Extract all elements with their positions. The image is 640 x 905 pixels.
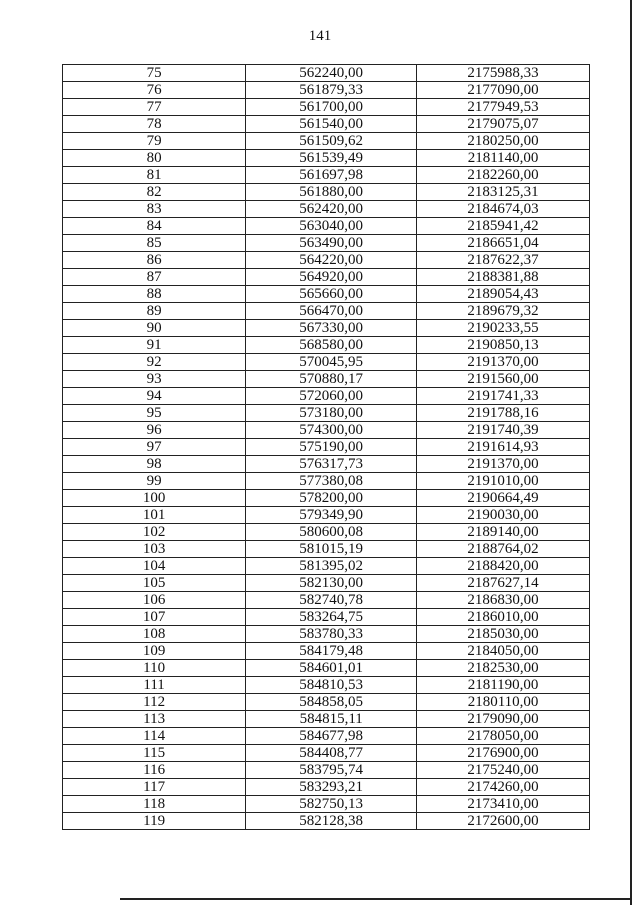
- table-row: [63, 337, 590, 354]
- x-coordinate-cell: 570045,95: [246, 354, 417, 371]
- x-coordinate-cell: 567330,00: [246, 320, 417, 337]
- table-row: [63, 677, 590, 694]
- point-number-cell: 110: [63, 660, 246, 677]
- x-coordinate-cell: 582740,78: [246, 592, 417, 609]
- table-row: [63, 711, 590, 728]
- point-number-cell: 104: [63, 558, 246, 575]
- point-number-cell: 83: [63, 201, 246, 218]
- y-coordinate-cell: 2184674,03: [417, 201, 590, 218]
- table-row: [63, 269, 590, 286]
- table-row: [63, 541, 590, 558]
- point-number-cell: 79: [63, 133, 246, 150]
- y-coordinate-cell: 2189054,43: [417, 286, 590, 303]
- table-row: [63, 592, 590, 609]
- y-coordinate-cell: 2183125,31: [417, 184, 590, 201]
- table-row: [63, 116, 590, 133]
- table-row: [63, 167, 590, 184]
- y-coordinate-cell: 2186010,00: [417, 609, 590, 626]
- point-number-cell: 114: [63, 728, 246, 745]
- point-number-cell: 96: [63, 422, 246, 439]
- x-coordinate-cell: 568580,00: [246, 337, 417, 354]
- table-row: [63, 235, 590, 252]
- x-coordinate-cell: 584677,98: [246, 728, 417, 745]
- y-coordinate-cell: 2190030,00: [417, 507, 590, 524]
- table-row: [63, 575, 590, 592]
- point-number-cell: 98: [63, 456, 246, 473]
- table-row: [63, 813, 590, 830]
- table-row: [63, 320, 590, 337]
- table-row: [63, 303, 590, 320]
- scan-edge-bottom: [120, 898, 632, 900]
- scan-edge-right: [630, 0, 632, 905]
- y-coordinate-cell: 2181190,00: [417, 677, 590, 694]
- table-row: [63, 694, 590, 711]
- x-coordinate-cell: 561697,98: [246, 167, 417, 184]
- point-number-cell: 89: [63, 303, 246, 320]
- y-coordinate-cell: 2188420,00: [417, 558, 590, 575]
- y-coordinate-cell: 2180110,00: [417, 694, 590, 711]
- table-row: [63, 252, 590, 269]
- y-coordinate-cell: 2191370,00: [417, 354, 590, 371]
- x-coordinate-cell: 561509,62: [246, 133, 417, 150]
- table-row: [63, 82, 590, 99]
- point-number-cell: 76: [63, 82, 246, 99]
- y-coordinate-cell: 2181140,00: [417, 150, 590, 167]
- point-number-cell: 113: [63, 711, 246, 728]
- y-coordinate-cell: 2177090,00: [417, 82, 590, 99]
- y-coordinate-cell: 2191741,33: [417, 388, 590, 405]
- x-coordinate-cell: 583293,21: [246, 779, 417, 796]
- y-coordinate-cell: 2190664,49: [417, 490, 590, 507]
- table-row: [63, 99, 590, 116]
- table-row: [63, 201, 590, 218]
- point-number-cell: 85: [63, 235, 246, 252]
- x-coordinate-cell: 565660,00: [246, 286, 417, 303]
- y-coordinate-cell: 2190233,55: [417, 320, 590, 337]
- x-coordinate-cell: 561880,00: [246, 184, 417, 201]
- point-number-cell: 97: [63, 439, 246, 456]
- point-number-cell: 78: [63, 116, 246, 133]
- point-number-cell: 81: [63, 167, 246, 184]
- table-row: [63, 558, 590, 575]
- y-coordinate-cell: 2179075,07: [417, 116, 590, 133]
- table-row: [63, 456, 590, 473]
- y-coordinate-cell: 2175988,33: [417, 65, 590, 82]
- y-coordinate-cell: 2187622,37: [417, 252, 590, 269]
- table-row: [63, 473, 590, 490]
- y-coordinate-cell: 2185941,42: [417, 218, 590, 235]
- x-coordinate-cell: 584601,01: [246, 660, 417, 677]
- y-coordinate-cell: 2188764,02: [417, 541, 590, 558]
- y-coordinate-cell: 2190850,13: [417, 337, 590, 354]
- y-coordinate-cell: 2184050,00: [417, 643, 590, 660]
- table-row: [63, 626, 590, 643]
- table-row: [63, 286, 590, 303]
- table-row: [63, 762, 590, 779]
- point-number-cell: 77: [63, 99, 246, 116]
- x-coordinate-cell: 578200,00: [246, 490, 417, 507]
- x-coordinate-cell: 583795,74: [246, 762, 417, 779]
- point-number-cell: 95: [63, 405, 246, 422]
- table-row: [63, 490, 590, 507]
- point-number-cell: 92: [63, 354, 246, 371]
- x-coordinate-cell: 564220,00: [246, 252, 417, 269]
- point-number-cell: 116: [63, 762, 246, 779]
- table-row: [63, 796, 590, 813]
- y-coordinate-cell: 2179090,00: [417, 711, 590, 728]
- x-coordinate-cell: 582130,00: [246, 575, 417, 592]
- y-coordinate-cell: 2186830,00: [417, 592, 590, 609]
- table-row: [63, 218, 590, 235]
- point-number-cell: 118: [63, 796, 246, 813]
- x-coordinate-cell: 584810,53: [246, 677, 417, 694]
- table-row: [63, 388, 590, 405]
- table-row: [63, 524, 590, 541]
- y-coordinate-cell: 2189140,00: [417, 524, 590, 541]
- x-coordinate-cell: 581015,19: [246, 541, 417, 558]
- table-row: [63, 422, 590, 439]
- x-coordinate-cell: 566470,00: [246, 303, 417, 320]
- y-coordinate-cell: 2191740,39: [417, 422, 590, 439]
- point-number-cell: 106: [63, 592, 246, 609]
- table-row: [63, 133, 590, 150]
- y-coordinate-cell: 2182530,00: [417, 660, 590, 677]
- y-coordinate-cell: 2176900,00: [417, 745, 590, 762]
- x-coordinate-cell: 570880,17: [246, 371, 417, 388]
- y-coordinate-cell: 2174260,00: [417, 779, 590, 796]
- table-row: [63, 728, 590, 745]
- table-row: [63, 779, 590, 796]
- x-coordinate-cell: 561539,49: [246, 150, 417, 167]
- point-number-cell: 108: [63, 626, 246, 643]
- point-number-cell: 107: [63, 609, 246, 626]
- table-row: [63, 643, 590, 660]
- x-coordinate-cell: 572060,00: [246, 388, 417, 405]
- x-coordinate-cell: 561700,00: [246, 99, 417, 116]
- point-number-cell: 82: [63, 184, 246, 201]
- table-row: [63, 354, 590, 371]
- point-number-cell: 119: [63, 813, 246, 830]
- point-number-cell: 88: [63, 286, 246, 303]
- x-coordinate-cell: 582128,38: [246, 813, 417, 830]
- x-coordinate-cell: 562240,00: [246, 65, 417, 82]
- point-number-cell: 80: [63, 150, 246, 167]
- table-row: [63, 507, 590, 524]
- x-coordinate-cell: 584815,11: [246, 711, 417, 728]
- table-row: [63, 371, 590, 388]
- point-number-cell: 117: [63, 779, 246, 796]
- point-number-cell: 115: [63, 745, 246, 762]
- point-number-cell: 100: [63, 490, 246, 507]
- point-number-cell: 90: [63, 320, 246, 337]
- x-coordinate-cell: 580600,08: [246, 524, 417, 541]
- point-number-cell: 87: [63, 269, 246, 286]
- x-coordinate-cell: 563040,00: [246, 218, 417, 235]
- x-coordinate-cell: 575190,00: [246, 439, 417, 456]
- table-row: [63, 745, 590, 762]
- y-coordinate-cell: 2187627,14: [417, 575, 590, 592]
- y-coordinate-cell: 2186651,04: [417, 235, 590, 252]
- x-coordinate-cell: 584179,48: [246, 643, 417, 660]
- x-coordinate-cell: 564920,00: [246, 269, 417, 286]
- y-coordinate-cell: 2191614,93: [417, 439, 590, 456]
- table-row: [63, 184, 590, 201]
- x-coordinate-cell: 582750,13: [246, 796, 417, 813]
- y-coordinate-cell: 2180250,00: [417, 133, 590, 150]
- point-number-cell: 84: [63, 218, 246, 235]
- point-number-cell: 94: [63, 388, 246, 405]
- table-row: [63, 439, 590, 456]
- y-coordinate-cell: 2177949,53: [417, 99, 590, 116]
- table-row: [63, 660, 590, 677]
- point-number-cell: 99: [63, 473, 246, 490]
- y-coordinate-cell: 2189679,32: [417, 303, 590, 320]
- y-coordinate-cell: 2172600,00: [417, 813, 590, 830]
- x-coordinate-cell: 577380,08: [246, 473, 417, 490]
- point-number-cell: 105: [63, 575, 246, 592]
- point-number-cell: 86: [63, 252, 246, 269]
- x-coordinate-cell: 583264,75: [246, 609, 417, 626]
- table-row: [63, 150, 590, 167]
- x-coordinate-cell: 584858,05: [246, 694, 417, 711]
- table-row: [63, 405, 590, 422]
- x-coordinate-cell: 584408,77: [246, 745, 417, 762]
- x-coordinate-cell: 581395,02: [246, 558, 417, 575]
- y-coordinate-cell: 2191560,00: [417, 371, 590, 388]
- x-coordinate-cell: 576317,73: [246, 456, 417, 473]
- y-coordinate-cell: 2178050,00: [417, 728, 590, 745]
- x-coordinate-cell: 561540,00: [246, 116, 417, 133]
- y-coordinate-cell: 2191788,16: [417, 405, 590, 422]
- y-coordinate-cell: 2182260,00: [417, 167, 590, 184]
- y-coordinate-cell: 2188381,88: [417, 269, 590, 286]
- point-number-cell: 91: [63, 337, 246, 354]
- x-coordinate-cell: 574300,00: [246, 422, 417, 439]
- table-row: [63, 609, 590, 626]
- point-number-cell: 75: [63, 65, 246, 82]
- y-coordinate-cell: 2191370,00: [417, 456, 590, 473]
- point-number-cell: 103: [63, 541, 246, 558]
- y-coordinate-cell: 2185030,00: [417, 626, 590, 643]
- x-coordinate-cell: 583780,33: [246, 626, 417, 643]
- y-coordinate-cell: 2191010,00: [417, 473, 590, 490]
- point-number-cell: 112: [63, 694, 246, 711]
- point-number-cell: 101: [63, 507, 246, 524]
- x-coordinate-cell: 573180,00: [246, 405, 417, 422]
- point-number-cell: 111: [63, 677, 246, 694]
- x-coordinate-cell: 579349,90: [246, 507, 417, 524]
- point-number-cell: 109: [63, 643, 246, 660]
- point-number-cell: 93: [63, 371, 246, 388]
- coordinates-table-body: [63, 65, 590, 830]
- coordinates-table: [62, 64, 590, 830]
- point-number-cell: 102: [63, 524, 246, 541]
- x-coordinate-cell: 562420,00: [246, 201, 417, 218]
- y-coordinate-cell: 2175240,00: [417, 762, 590, 779]
- y-coordinate-cell: 2173410,00: [417, 796, 590, 813]
- page-number: 141: [308, 28, 332, 44]
- table-row: [63, 65, 590, 82]
- x-coordinate-cell: 561879,33: [246, 82, 417, 99]
- x-coordinate-cell: 563490,00: [246, 235, 417, 252]
